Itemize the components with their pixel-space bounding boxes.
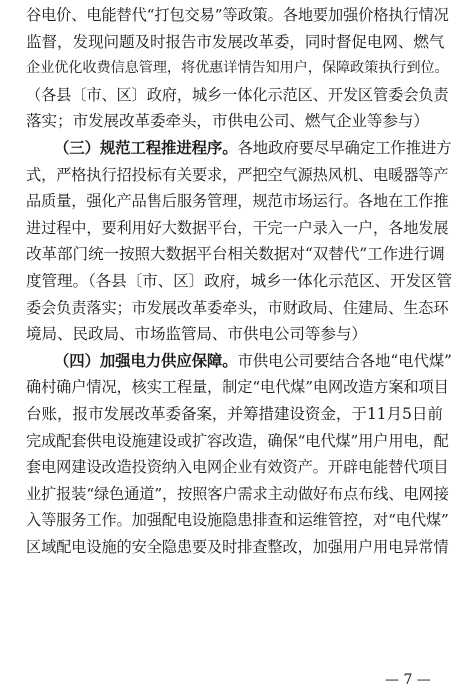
text-line: 落实；市发展改革委牵头，市供电公司、燃气企业等参与） [26, 112, 429, 131]
text-line: 企业优化收费信息管理，将优惠详情告知用户，保障政策执行到位。 [26, 60, 449, 77]
text-line: 套电网建设改造投资纳入电网企业有效资产。开辟电能替代项目 [26, 458, 449, 477]
section-heading: （四）加强电力供应保障。 [54, 351, 238, 370]
text-line: 监督，发现问题及时报告市发展改革委，同时督促电网、燃气 [26, 32, 445, 51]
text-line: 度管理。（各县〔市、区〕政府，城乡一体化示范区、开发区管 [26, 271, 452, 290]
section-heading-line: （四）加强电力供应保障。市供电公司要结合各地“电代煤” [54, 351, 452, 370]
text-line: 业扩报装“绿色通道”，按照客户需求主动做好布点布线、电网接 [26, 484, 449, 503]
text-line: 入等服务工作。加强配电设施隐患排查和运维管控，对“电代煤” [26, 511, 449, 530]
section-heading: （三）规范工程推进程序。 [54, 138, 238, 157]
text-line: 品质量，强化产品售后服务管理，规范市场运行。各地在工作推 [26, 192, 449, 211]
page-number: — 7 — [385, 672, 431, 688]
text-line: 台账，报市发展改革委备案，并筹措建设资金，于11月5日前 [26, 404, 443, 423]
text-line: 改革部门统一按照大数据平台相关数据对“双替代”工作进行调 [26, 245, 445, 264]
text-line: （各县〔市、区〕政府，城乡一体化示范区、开发区管委会负责 [26, 85, 449, 104]
section-heading-line: （三）规范工程推进程序。各地政府要尽早确定工作推进方 [54, 138, 452, 157]
text-line: 谷电价、电能替代“打包交易”等政策。各地要加强价格执行情况 [26, 6, 449, 24]
text-line: 境局、民政局、市场监管局、市供电公司等参与） [26, 325, 367, 344]
text-line: 委会负责落实；市发展改革委牵头，市财政局、住建局、生态环 [26, 298, 449, 317]
text-line: 确村确户情况，核实工程量，制定“电代煤”电网改造方案和项目 [26, 378, 449, 397]
text-line: 进过程中，要利用好大数据平台，干完一户录入一户，各地发展 [26, 218, 449, 237]
body-text [26, 2, 452, 560]
text-line: 式，严格执行招投标有关要求，严把空气源热风机、电暖器等产 [26, 165, 449, 184]
text-line: 完成配套供电设施建设或扩容改造，确保“电代煤”用户用电，配 [26, 431, 449, 450]
text-line: 区域配电设施的安全隐患要及时排查整改，加强用户用电异常情 [26, 537, 449, 556]
